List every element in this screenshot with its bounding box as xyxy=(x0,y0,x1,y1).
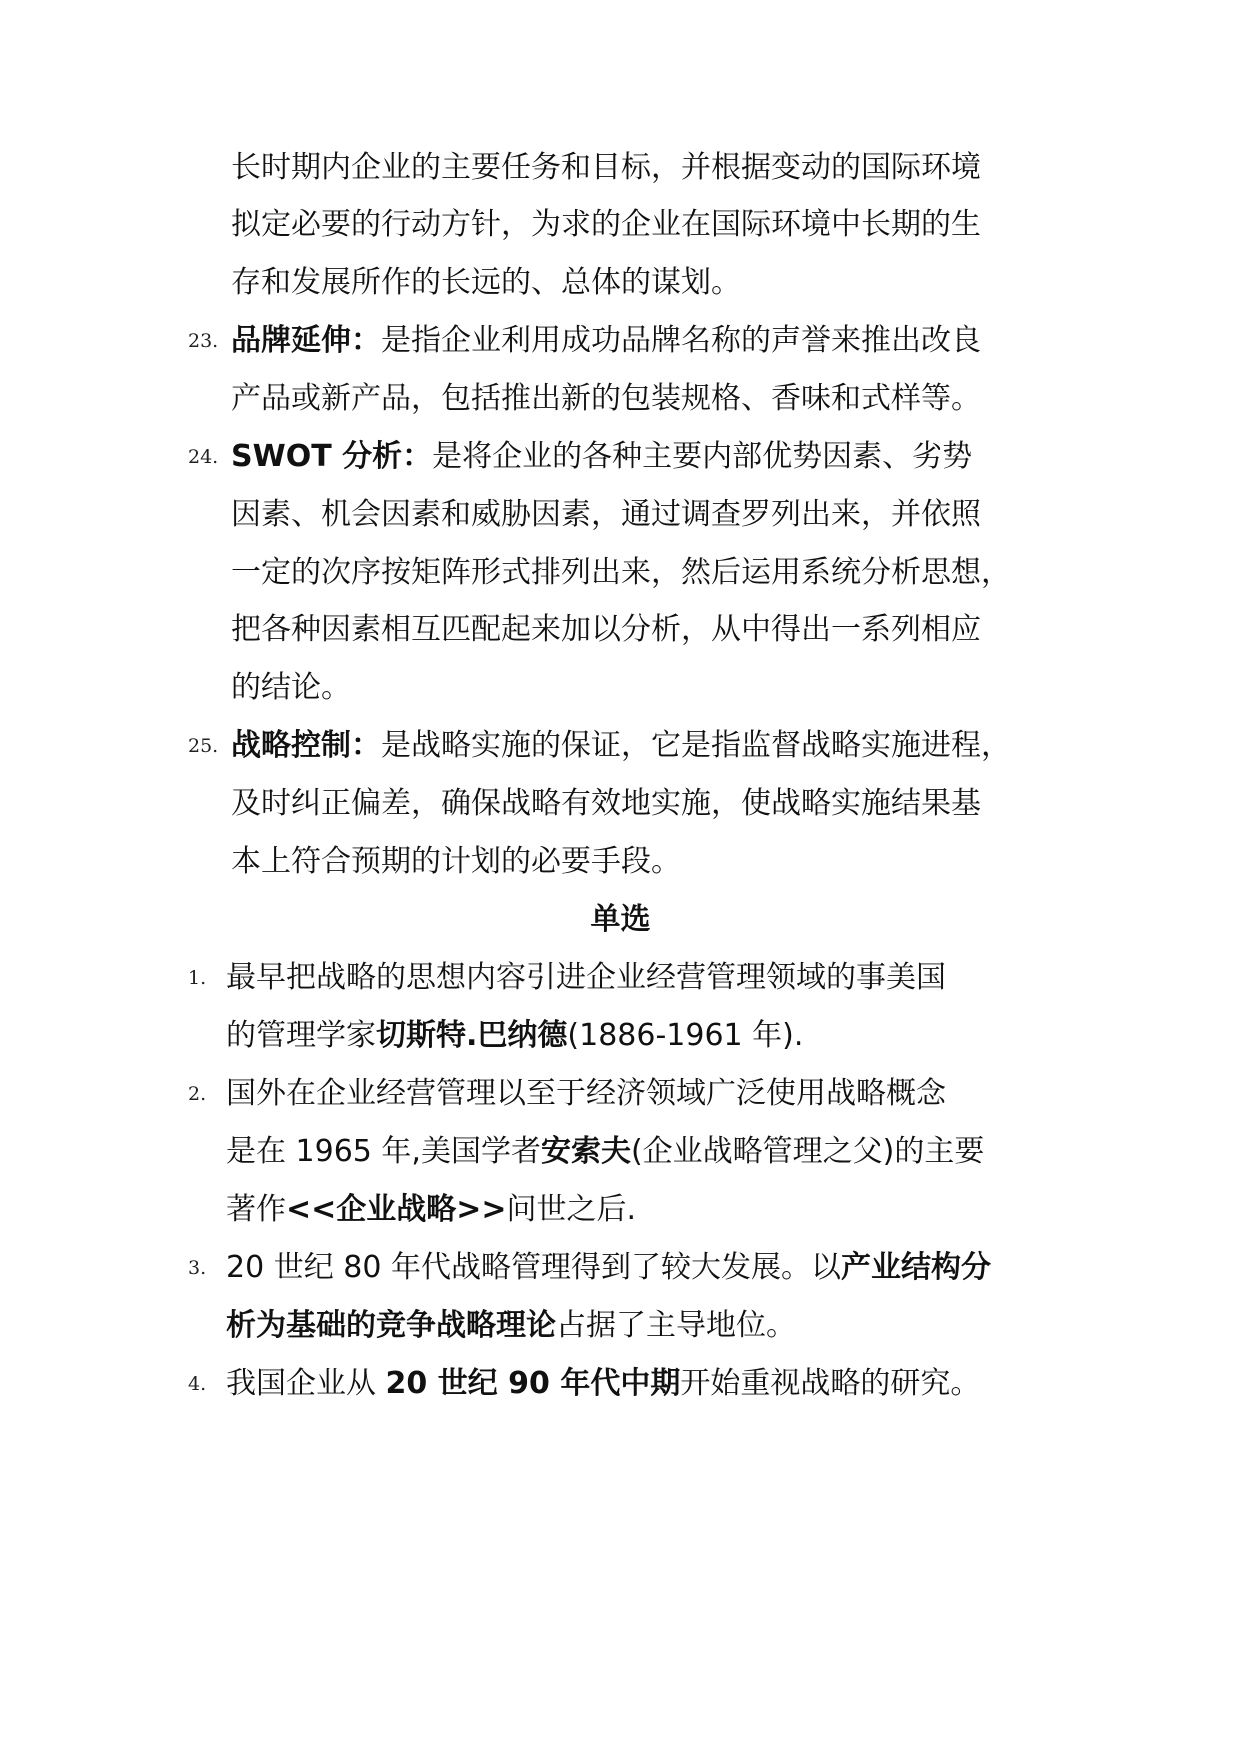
question-text: 问世之后. xyxy=(506,1192,637,1227)
question-number: 2. xyxy=(188,1083,207,1105)
intro-line-1: 长时期内企业的主要任务和目标，并根据变动的国际环境 xyxy=(231,150,981,185)
section-title: 单选 xyxy=(590,902,651,937)
question-text: 我国企业从 xyxy=(226,1366,386,1401)
question-number: 1. xyxy=(188,967,207,989)
question-line xyxy=(226,1016,803,1056)
question-line xyxy=(226,1190,636,1230)
term-line: 本上符合预期的计划的必要手段。 xyxy=(231,844,681,879)
intro-line-2: 拟定必要的行动方针，为求的企业在国际环境中长期的生 xyxy=(231,207,981,242)
question-number: 4. xyxy=(188,1373,207,1395)
question-keyword: 20 世纪 90 年代中期 xyxy=(385,1366,681,1401)
term-title: SWOT 分析： xyxy=(231,439,433,474)
term-line: 把各种因素相互匹配起来加以分析，从中得出一系列相应 xyxy=(231,612,981,647)
term-first-line xyxy=(231,321,981,361)
question-keyword: <<企业战略>> xyxy=(286,1192,507,1227)
question-line: 国外在企业经营管理以至于经济领域广泛使用战略概念 xyxy=(226,1076,946,1111)
question-keyword: 析为基础的竞争战略理论 xyxy=(226,1308,556,1343)
term-number: 24. xyxy=(188,446,219,468)
question-number: 3. xyxy=(188,1257,207,1279)
question-text: 是在 1965 年,美国学者 xyxy=(226,1134,541,1169)
term-line: 的结论。 xyxy=(231,670,351,705)
intro-line-3: 存和发展所作的长远的、总体的谋划。 xyxy=(231,265,741,300)
question-keyword: 产业结构分 xyxy=(840,1250,991,1285)
question-line xyxy=(226,1248,991,1288)
term-title: 品牌延伸： xyxy=(231,323,381,358)
term-first-line xyxy=(231,726,1011,766)
question-text: 著作 xyxy=(226,1192,286,1227)
term-text: 是将企业的各种主要内部优势因素、劣势 xyxy=(432,439,973,474)
question-line: 最早把战略的思想内容引进企业经营管理领域的事美国 xyxy=(226,960,946,995)
question-keyword: 切斯特.巴纳德 xyxy=(376,1018,568,1053)
question-text: 开始重视战略的研究。 xyxy=(680,1366,981,1401)
question-line xyxy=(226,1364,980,1404)
term-first-line xyxy=(231,437,972,477)
term-line: 产品或新产品，包括推出新的包装规格、香味和式样等。 xyxy=(231,381,981,416)
question-line xyxy=(226,1132,984,1172)
question-text: 20 世纪 80 年代战略管理得到了较大发展。以 xyxy=(226,1250,841,1285)
term-line: 一定的次序按矩阵形式排列出来，然后运用系统分析思想， xyxy=(231,555,1011,590)
term-text: 是指企业利用成功品牌名称的声誉来推出改良 xyxy=(381,323,981,358)
question-text: (企业战略管理之父)的主要 xyxy=(630,1134,985,1169)
question-keyword: 安索夫 xyxy=(540,1134,631,1169)
term-number: 25. xyxy=(188,735,219,757)
term-line: 及时纠正偏差，确保战略有效地实施，使战略实施结果基 xyxy=(231,786,981,821)
question-line xyxy=(226,1306,796,1346)
question-text: (1886-1961 年). xyxy=(567,1018,804,1053)
term-text: 是战略实施的保证，它是指监督战略实施进程， xyxy=(381,728,1011,763)
term-number: 23. xyxy=(188,330,219,352)
term-title: 战略控制： xyxy=(231,728,381,763)
question-text: 占据了主导地位。 xyxy=(556,1308,796,1343)
question-text: 的管理学家 xyxy=(226,1018,376,1053)
term-line: 因素、机会因素和威胁因素，通过调查罗列出来，并依照 xyxy=(231,497,981,532)
